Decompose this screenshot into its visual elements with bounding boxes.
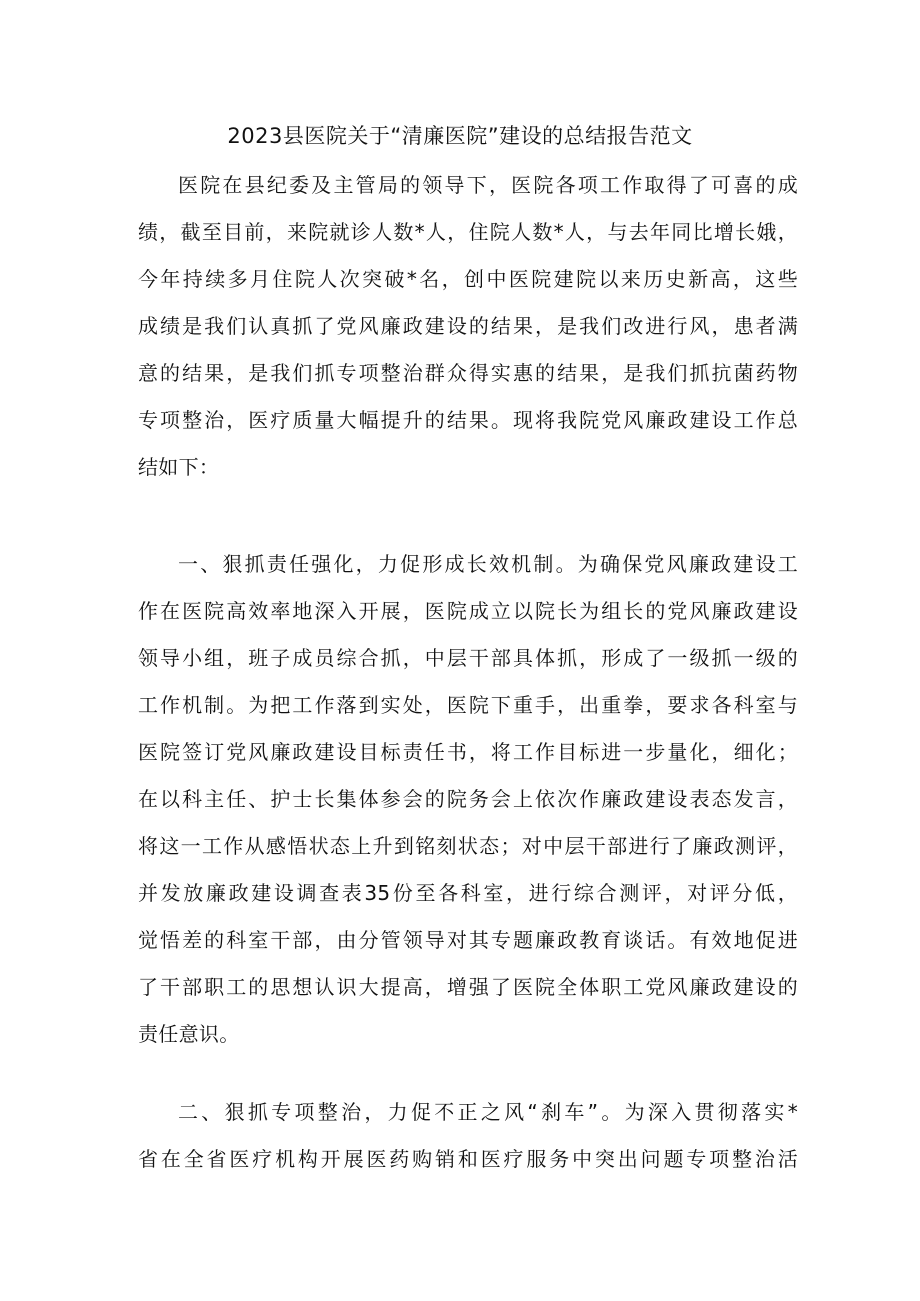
paragraph-line: 领导小组，班子成员综合抓，中层干部具体抓，形成了一级抓一级的 bbox=[138, 646, 798, 670]
paragraph-line: 意的结果，是我们抓专项整治群众得实惠的结果，是我们抓抗菌药物 bbox=[138, 361, 798, 385]
paragraph-line: 了干部职工的思想认识大提高，增强了医院全体职工党风廉政建设的 bbox=[138, 975, 798, 999]
paragraph-line: 绩，截至目前，来院就诊人数*人，住院人数*人，与去年同比增长娥， bbox=[138, 220, 798, 244]
paragraph-1 bbox=[138, 162, 798, 491]
paragraph-line: 一、狠抓责任强化，力促形成长效机制。为确保党风廉政建设工 bbox=[178, 552, 798, 576]
paragraph-line: 医院在县纪委及主管局的领导下，医院各项工作取得了可喜的成 bbox=[178, 173, 798, 197]
document-title: 2023县医院关于“清廉医院”建设的总结报告范文 bbox=[227, 124, 693, 148]
paragraph-line: 作在医院高效率地深入开展，医院成立以院长为组长的党风廉政建设 bbox=[138, 599, 798, 623]
paragraph-line: 今年持续多月住院人次突破*名，创中医院建院以来历史新高，这些 bbox=[138, 267, 798, 291]
paragraph-2 bbox=[138, 541, 798, 1058]
paragraph-line: 责任意识。 bbox=[138, 1022, 240, 1046]
paragraph-line: 并发放廉政建设调查表35份至各科室，进行综合测评，对评分低， bbox=[138, 881, 798, 905]
paragraph-line: 觉悟差的科室干部，由分管领导对其专题廉政教育谈话。有效地促进 bbox=[138, 928, 798, 952]
paragraph-line: 省在全省医疗机构开展医药购销和医疗服务中突出问题专项整治活 bbox=[138, 1147, 798, 1171]
paragraph-line: 将这一工作从感悟状态上升到铭刻状态；对中层干部进行了廉政测评， bbox=[138, 834, 798, 858]
paragraph-line: 医院签订党风廉政建设目标责任书，将工作目标进一步量化，细化； bbox=[138, 740, 798, 764]
paragraph-line: 结如下： bbox=[138, 455, 220, 479]
paragraph-line: 专项整治，医疗质量大幅提升的结果。现将我院党风廉政建设工作总 bbox=[138, 408, 798, 432]
paragraph-3 bbox=[138, 1089, 798, 1183]
paragraph-line: 在以科主任、护士长集体参会的院务会上依次作廉政建设表态发言， bbox=[138, 787, 798, 811]
paragraph-line: 工作机制。为把工作落到实处，医院下重手，出重拳，要求各科室与 bbox=[138, 693, 798, 717]
paragraph-line: 二、狠抓专项整治，力促不正之风“刹车”。为深入贯彻落实* bbox=[178, 1100, 798, 1124]
paragraph-line: 成绩是我们认真抓了党风廉政建设的结果，是我们改进行风，患者满 bbox=[138, 314, 798, 338]
